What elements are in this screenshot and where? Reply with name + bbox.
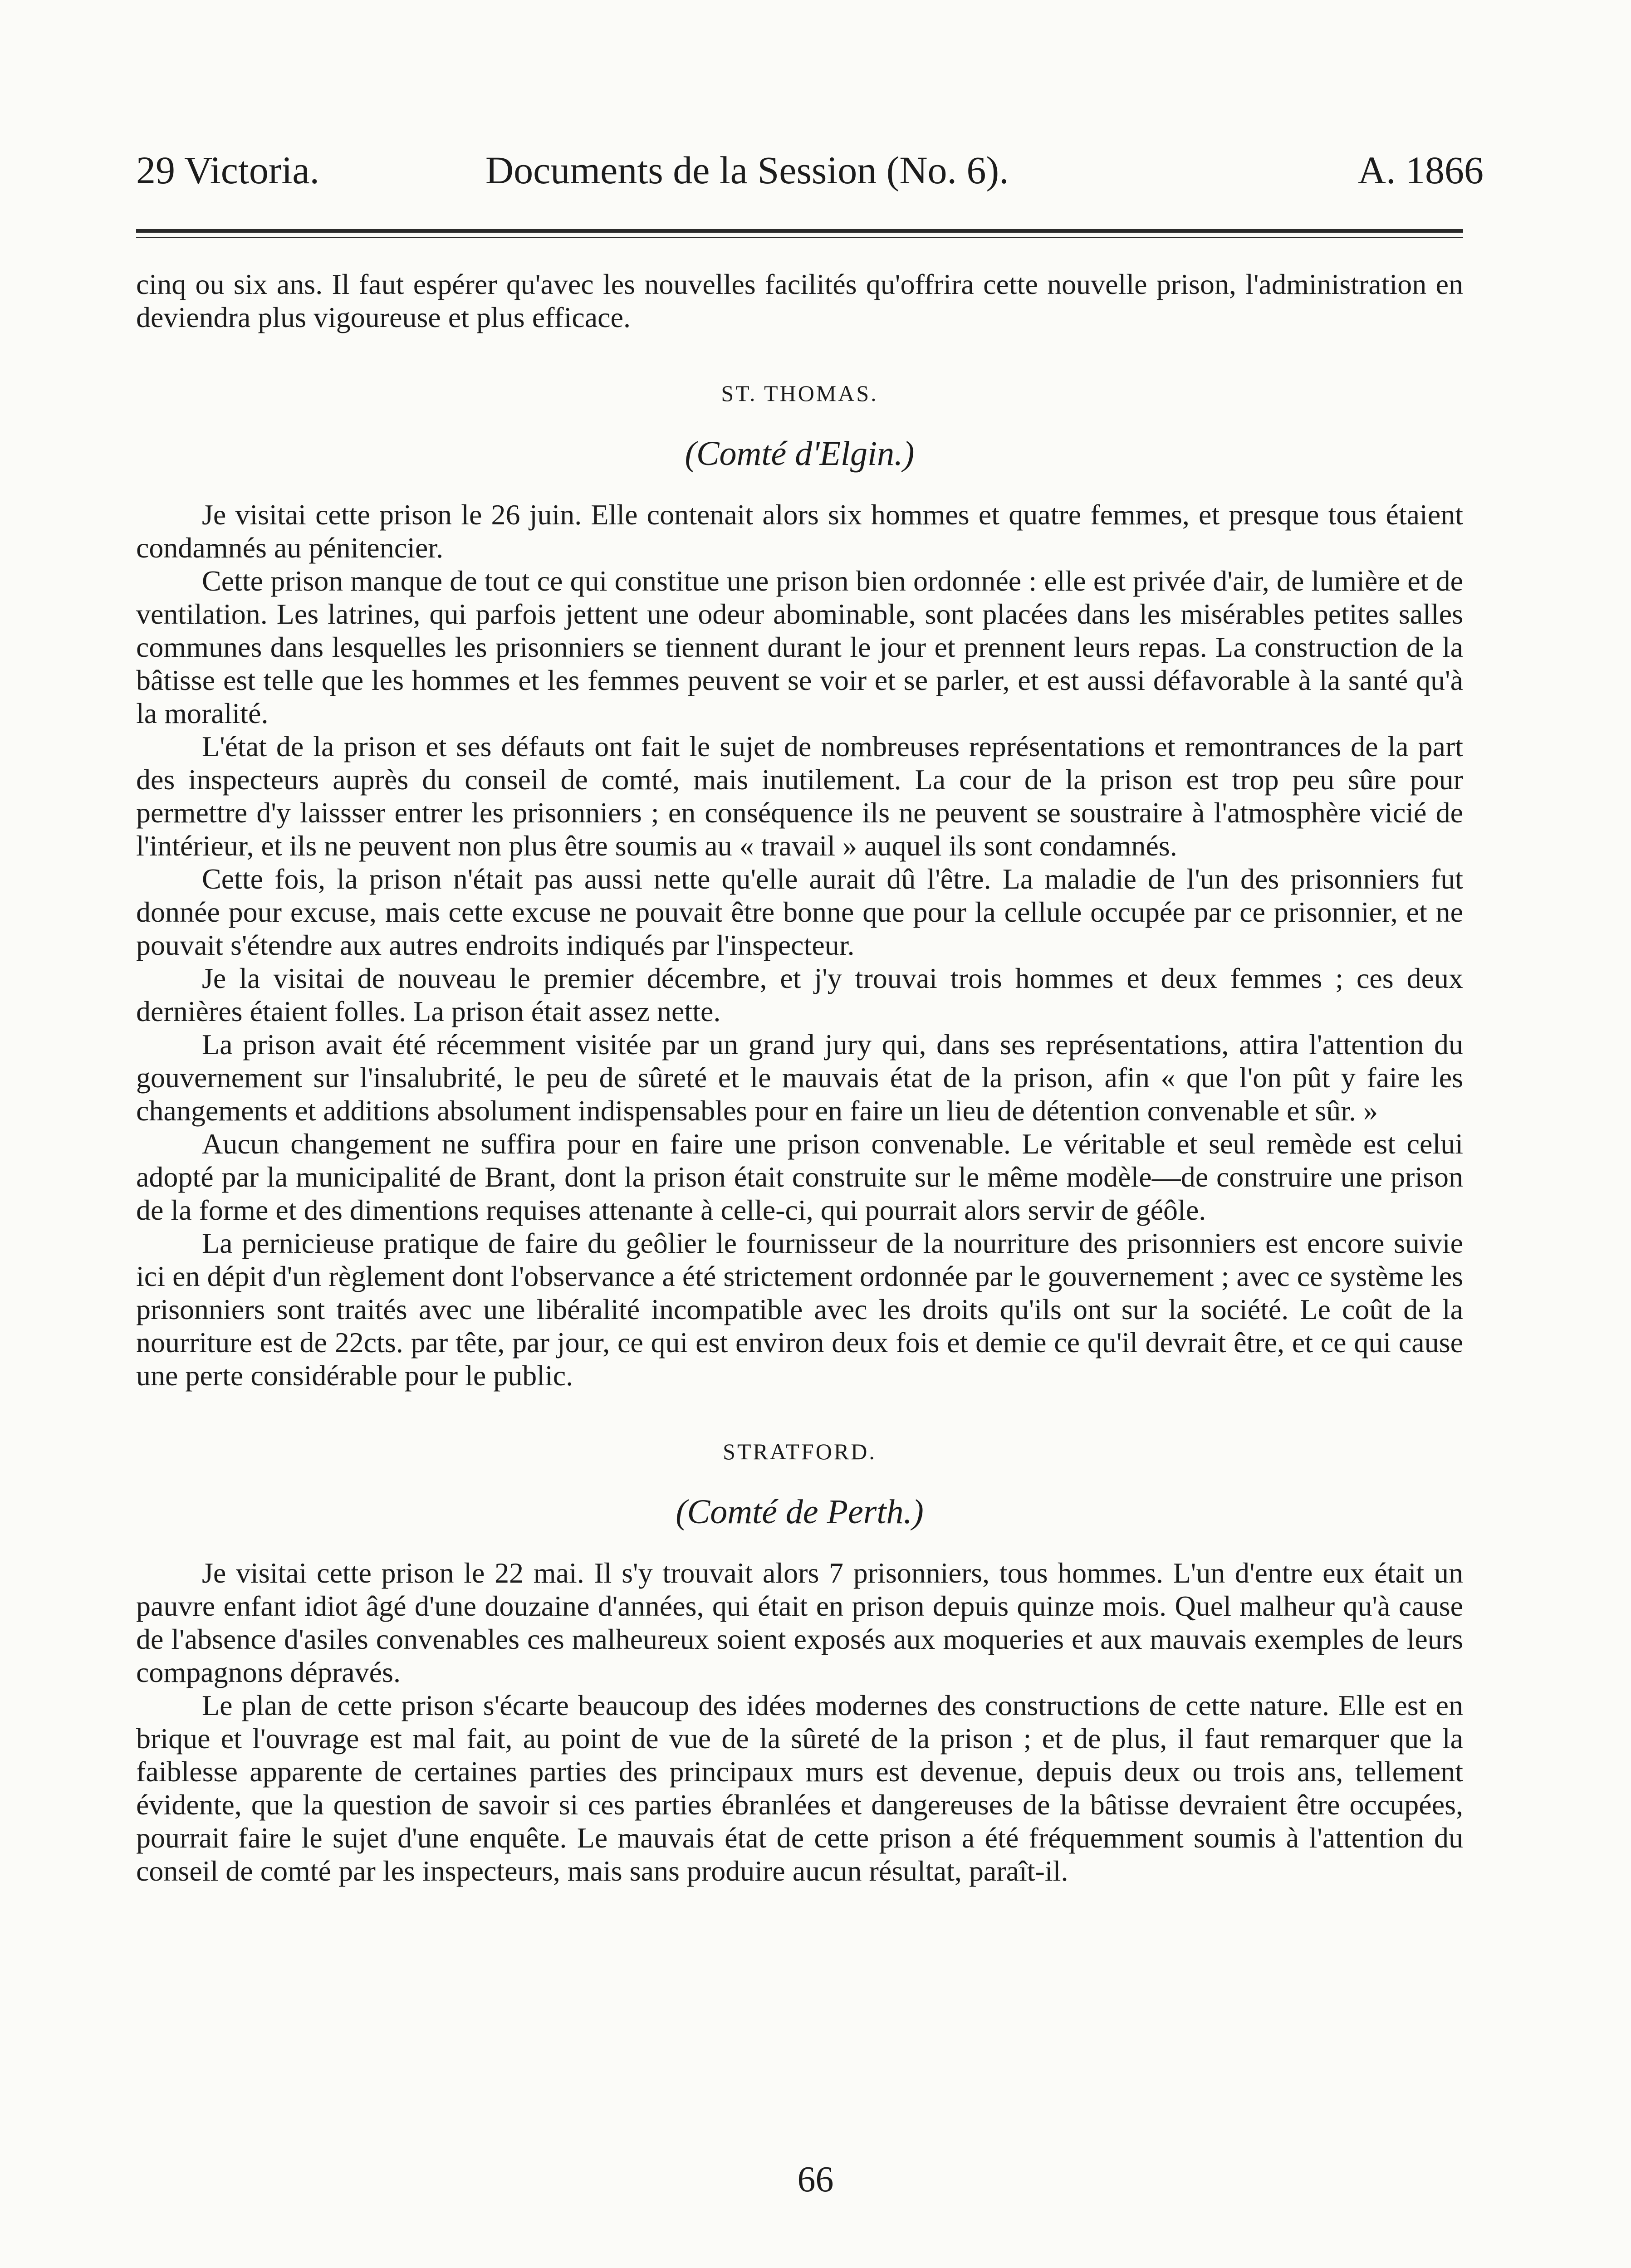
header-title: Documents de la Session (No. 6). <box>485 148 1009 192</box>
paragraph: Cette fois, la prison n'était pas aussi nette qu'elle aurait dû l'être. La maladie de l'un des prisonniers fut donnée pour excuse, mais cette excuse ne pouvait être bonne que pour la cellule occupée par ce prisonnier, et ne pouvait s'étendre aux autres endroits indiqués par l'inspecteur. <box>136 863 1463 961</box>
section-subtitle-perth: (Comté de Perth.) <box>676 1493 924 1531</box>
header-volume: 29 Victoria. <box>136 148 320 192</box>
page-number: 66 <box>797 2160 834 2200</box>
continuation-paragraph: cinq ou six ans. Il faut espérer qu'avec les nouvelles facilités qu'offrira cette nouvelle prison, l'administration en deviendra plus vigoureuse et plus efficace. <box>136 268 1463 333</box>
paragraph: Je visitai cette prison le 26 juin. Elle contenait alors six hommes et quatre femmes, et presque tous étaient condamnés au pénitencier. <box>136 499 1463 564</box>
paragraph: La prison avait été récemment visitée par un grand jury qui, dans ses représentations, attira l'attention du gouvernement sur l'insalubrité, le peu de sûreté et le mauvais état de la prison, afin « que l'on pût y faire les changements et additions absolument indispensables pour en faire un lieu de détention convenable et sûr. » <box>136 1028 1463 1127</box>
section-title-st-thomas: ST. THOMAS. <box>721 381 878 406</box>
paragraph: Cette prison manque de tout ce qui constitue une prison bien ordonnée : elle est privée d'air, de lumière et de ventilation. Les latrines, qui parfois jettent une odeur abominable, sont placées dans les misérables petites salles communes dans lesquelles les prisonniers se tiennent durant le jour et prennent leurs repas. La construction de la bâtisse est telle que les hommes et les femmes peuvent se voir et se parler, et est aussi défavorable à la santé qu'à la moralité. <box>136 565 1463 729</box>
page-body <box>136 268 1463 1887</box>
header-rule-thin <box>136 237 1463 238</box>
paragraph: Je visitai cette prison le 22 mai. Il s'y trouvait alors 7 prisonniers, tous hommes. L'un d'entre eux était un pauvre enfant idiot âgé d'une douzaine d'années, qui était en prison depuis quinze mois. Quel malheur qu'à cause de l'absence d'asiles convenables ces malheureux soient exposés aux moqueries et aux mauvais exemples de leurs compagnons dépravés. <box>136 1557 1463 1688</box>
header-year: A. 1866 <box>1357 148 1484 192</box>
running-header <box>136 141 1484 200</box>
paragraph: L'état de la prison et ses défauts ont fait le sujet de nombreuses représentations et remontrances de la part des inspecteurs auprès du conseil de comté, mais inutilement. La cour de la prison est trop peu sûre pour permettre d'y laissser entrer les prisonniers ; en conséquence ils ne peuvent se soustraire à l'atmosphère vicié de l'intérieur, et ils ne peuvent non plus être soumis au « travail » auquel ils sont condamnés. <box>136 730 1463 862</box>
paragraph: Aucun changement ne suffira pour en faire une prison convenable. Le véritable et seul remède est celui adopté par la municipalité de Brant, dont la prison était construite sur le même modèle—de construire une prison de la forme et des dimentions requises attenante à celle-ci, qui pourrait alors servir de géôle. <box>136 1128 1463 1226</box>
paragraph: La pernicieuse pratique de faire du geôlier le fournisseur de la nourriture des prisonniers est encore suivie ici en dépit d'un règlement dont l'observance a été strictement ordonnée par le gouvernement ; avec ce système les prisonniers sont traités avec une libéralité incompatible avec les droits qu'ils ont sur la société. Le coût de la nourriture est de 22cts. par tête, par jour, ce qui est environ deux fois et demie ce qu'il devrait être, et ce qui cause une perte considérable pour le public. <box>136 1227 1463 1392</box>
paragraph: Le plan de cette prison s'écarte beaucoup des idées modernes des constructions de cette nature. Elle est en brique et l'ouvrage est mal fait, au point de vue de la sûreté de la prison ; et de plus, il faut remarquer que la faiblesse apparente de certaines parties des principaux murs est devenue, depuis deux ou trois ans, tellement évidente, que la question de savoir si ces parties ébranlées et dangereuses de la bâtisse devraient être occupées, pourrait faire le sujet d'une enquête. Le mauvais état de cette prison a été fréquemment soumis à l'attention du conseil de comté par les inspecteurs, mais sans produire aucun résultat, paraît-il. <box>136 1689 1463 1887</box>
section-subtitle-elgin: (Comté d'Elgin.) <box>685 435 915 473</box>
header-rule-thick <box>136 229 1463 233</box>
section-title-stratford: STRATFORD. <box>723 1439 877 1464</box>
paragraph: Je la visitai de nouveau le premier décembre, et j'y trouvai trois hommes et deux femmes ; ces deux dernières étaient folles. La prison était assez nette. <box>136 962 1463 1027</box>
